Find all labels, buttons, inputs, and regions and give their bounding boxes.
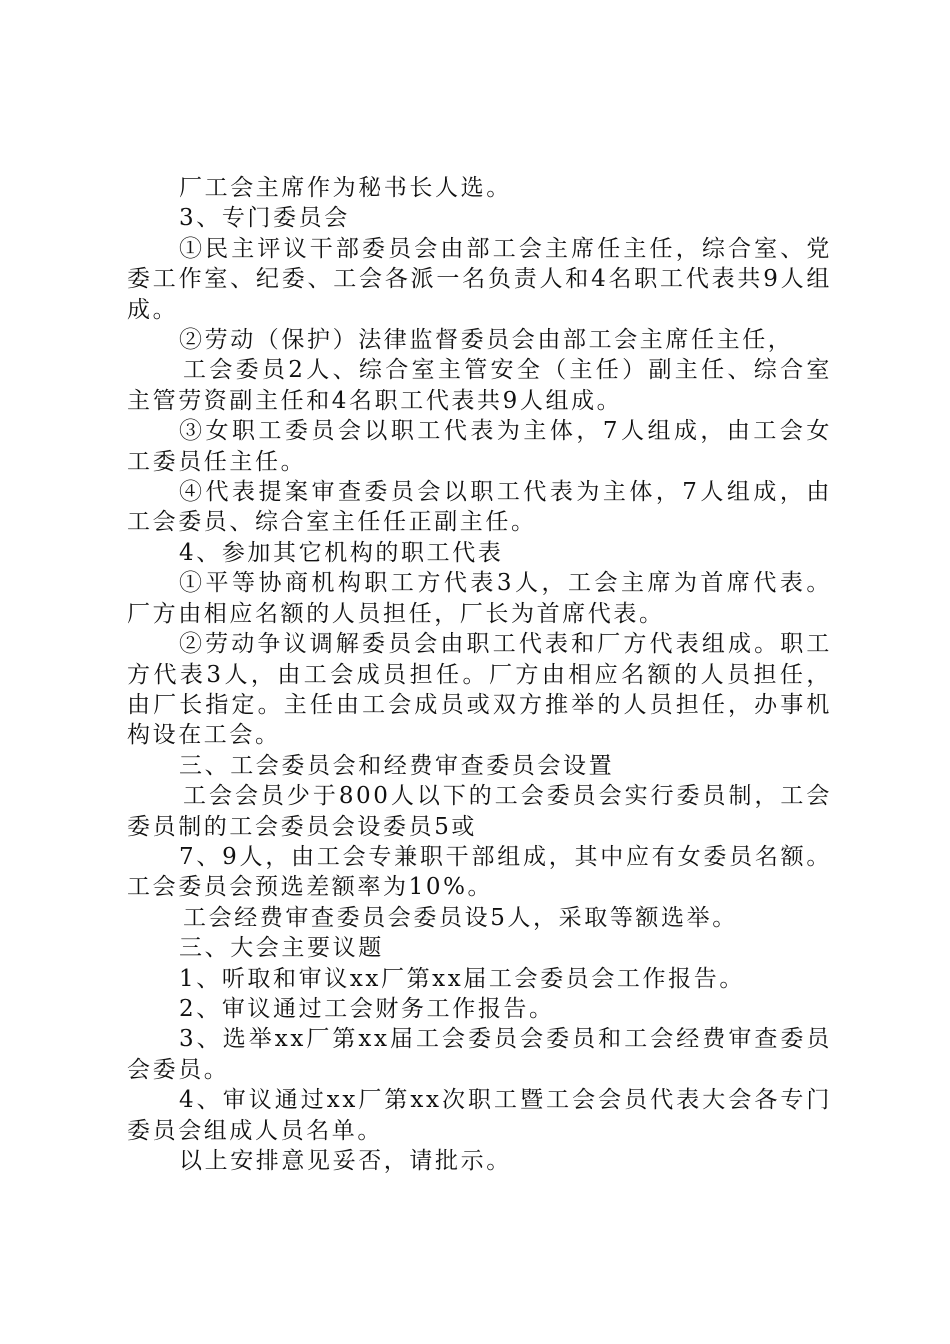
paragraph: ①平等协商机构职工方代表3人，工会主席为首席代表。厂方由相应名额的人员担任，厂长为首席代表。 xyxy=(127,570,832,627)
section-heading: 3、专门委员会 xyxy=(179,205,350,232)
paragraph: 工会委员2人、综合室主管安全（主任）副主任、综合室主管劳资副主任和4名职工代表共9人组成。 xyxy=(127,357,832,414)
paragraph: 7、9人，由工会专兼职干部组成，其中应有女委员名额。工会委员会预选差额率为10%。 xyxy=(127,843,832,901)
paragraph: ②劳动（保护）法律监督委员会由部工会主席任主任， xyxy=(179,327,794,354)
list-item: 1、听取和审议xx厂第xx届工会委员会工作报告。 xyxy=(179,965,745,992)
paragraph: ②劳动争议调解委员会由职工代表和厂方代表组成。职工方代表3人，由工会成员担任。厂方由相应名额的人员担任，由厂长指定。主任由工会成员或双方推举的人员担任，办事机构设在工会。 xyxy=(127,631,832,749)
paragraph: 厂工会主席作为秘书长人选。 xyxy=(179,175,512,201)
paragraph: ③女职工委员会以职工代表为主体，7人组成，由工会女工委员任主任。 xyxy=(127,418,832,475)
section-heading: 4、参加其它机构的职工代表 xyxy=(179,539,504,566)
section-heading: 三、工会委员会和经费审查委员会设置 xyxy=(179,752,615,779)
section-heading: 三、大会主要议题 xyxy=(179,935,384,962)
document-body xyxy=(127,173,832,1176)
paragraph: ①民主评议干部委员会由部工会主席任主任，综合室、党委工作室、纪委、工会各派一名负责人和4名职工代表共9人组成。 xyxy=(127,235,832,323)
list-item: 3、选举xx厂第xx届工会委员会委员和工会经费审查委员会委员。 xyxy=(127,1026,832,1083)
closing-line: 以上安排意见妥否，请批示。 xyxy=(179,1148,512,1174)
list-item: 4、审议通过xx厂第xx次职工暨工会会员代表大会各专门委员会组成人员名单。 xyxy=(127,1087,832,1144)
paragraph: 工会会员少于800人以下的工会委员会实行委员制，工会委员制的工会委员会设委员5或 xyxy=(127,783,832,840)
paragraph: 工会经费审查委员会委员设5人，采取等额选举。 xyxy=(183,904,738,931)
list-item: 2、审议通过工会财务工作报告。 xyxy=(179,995,555,1022)
paragraph: ④代表提案审查委员会以职工代表为主体，7人组成，由工会委员、综合室主任任正副主任。 xyxy=(127,479,832,536)
